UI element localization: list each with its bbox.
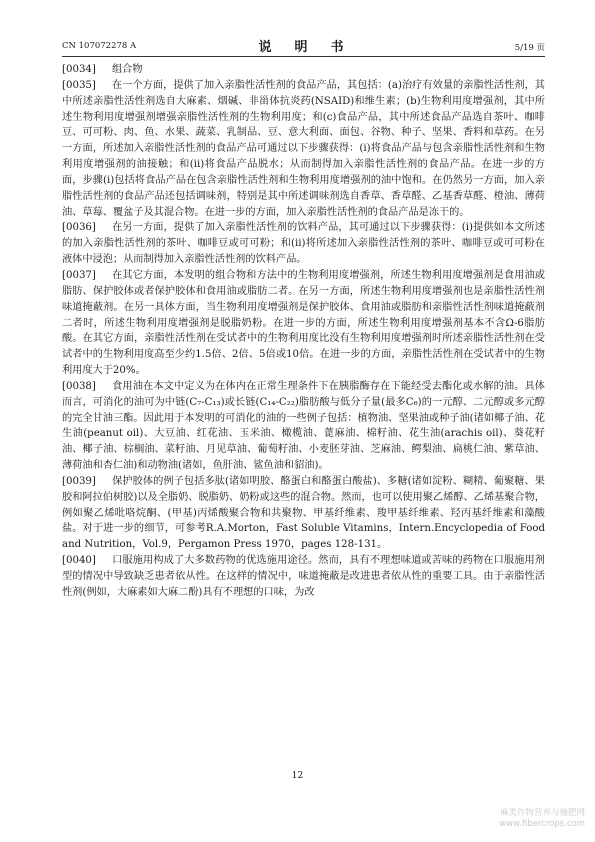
paragraph-0037 xyxy=(62,268,545,379)
header-rule xyxy=(62,56,545,57)
paragraph-text: 在另一方面，提供了加入亲脂性活性剂的饮料产品，其可通过以下步骤获得：(i)提供如本文所述的加入亲脂性活性剂的茶叶、咖啡豆或可可粉；和(ii)将所述加入亲脂性活性剂的茶叶、咖啡豆或可可粉在液体中浸泡；从而制得加入亲脂性活性剂的饮料产品。 xyxy=(62,222,545,266)
paragraph-0036 xyxy=(62,220,545,268)
watermark-name: 麻类作物营养与施肥网 xyxy=(499,808,585,818)
page-header xyxy=(62,36,545,54)
paragraph-0038 xyxy=(62,379,545,474)
watermark-url: www.fibercrops.com xyxy=(499,819,585,829)
publication-number: CN 107072278 A xyxy=(62,41,137,51)
paragraph-text: 食用油在本文中定义为在体内在正常生理条件下在胰脂酶存在下能经受去酯化或水解的油。具体而言，可消化的油可为中链(C₇-C₁₃)或长链(C₁₄-C₂₂)脂肪酸与低分子量(最多C₆)的一元醇、二元醇或多元醇的完全甘油三酯。因此用于本发明的可消化的油的一些例子包括：植物油、坚果油或种子油(诸如椰子油、花生油(peanut oil)、大豆油、红花油、玉米油、橄榄油、蓖麻油、棉籽油、花生油(arachis oil)、葵花籽油、椰子油、棕榈油、菜籽油、月见草油、葡萄籽油、小麦胚芽油、芝麻油、鳄梨油、扁桃仁油、紫草油、薄荷油和杏仁油)和动物油(诸如，鱼肝油、鲨鱼油和貂油)。 xyxy=(62,380,545,472)
paragraph-number: [0037] xyxy=(62,269,96,281)
paragraph-0040 xyxy=(62,553,545,601)
page-footer xyxy=(0,771,595,781)
paragraph-0034 xyxy=(62,62,545,78)
paragraph-number: [0038] xyxy=(62,380,96,392)
paragraph-text: 保护胶体的例子包括多肽(诸如明胶、酪蛋白和酪蛋白酸盐)、多糖(诸如淀粉、糊精、葡聚糖、果胶和阿拉伯树胶)以及全脂奶、脱脂奶、奶粉或这些的混合物。然而，也可以使用聚乙烯醇、乙烯基聚合物，例如聚乙烯吡咯烷酮、(甲基)丙烯酸聚合物和共聚物、甲基纤维素、羧甲基纤维素、羟丙基纤维素和藻酸盐。对于进一步的细节，可参考R.A.Morton，Fast Soluble Vitamins，Intern.Encyclopedia of Food and Nutrition，Vol.9，Pergamon Press 1970，pages 128-131。 xyxy=(62,475,545,551)
document-body xyxy=(62,62,545,601)
paragraph-number: [0040] xyxy=(62,555,96,567)
page-number: 12 xyxy=(291,771,304,781)
paragraph-text: 组合物 xyxy=(112,64,143,75)
paragraph-number: [0036] xyxy=(62,222,96,234)
paragraph-0035 xyxy=(62,78,545,221)
document-title: 说 明 书 xyxy=(258,40,349,55)
paragraph-text: 口服施用构成了大多数药物的优选施用途径。然而，具有不理想味道或苦味的药物在口服施用剂型的情况中导致缺乏患者依从性。在这样的情况中，味道掩蔽是改进患者依从性的重要工具。由于亲脂性活性剂(例如，大麻素如大麻二酚)具有不理想的口味，为改 xyxy=(62,555,545,598)
paragraph-number: [0035] xyxy=(62,79,96,91)
page-count: 5/19 页 xyxy=(514,43,545,53)
paragraph-number: [0039] xyxy=(62,475,96,487)
paragraph-text: 在其它方面，本发明的组合物和方法中的生物利用度增强剂，所述生物利用度增强剂是食用油或脂肪、保护胶体或者保护胶体和食用油或脂肪二者。在另一方面，所述生物利用度增强剂也是亲脂性活性剂味道掩蔽剂。在另一具体方面，当生物利用度增强剂是保护胶体、食用油或脂肪和亲脂性活性剂味道掩蔽剂二者时，所述生物利用度增强剂是脱脂奶粉。在进一步的方面，所述生物利用度增强剂基本不含Ω-6脂肪酸。在其它方面，亲脂性活性剂在受试者中的生物利用度比没有生物利用度增强剂时所述亲脂性活性剂在受试者中的生物利用度高至少约1.5倍、2倍、5倍或10倍。在进一步的方面，亲脂性活性剂在受试者中的生物利用度大于20%。 xyxy=(62,269,545,377)
paragraph-0039 xyxy=(62,474,545,553)
paragraph-number: [0034] xyxy=(62,64,96,75)
paragraph-text: 在一个方面，提供了加入亲脂性活性剂的食品产品，其包括：(a)治疗有效量的亲脂性活性剂，其中所述亲脂性活性剂选自大麻素、烟碱、非甾体抗炎药(NSAID)和维生素；(b)生物利用度增强剂，其中所述生物利用度增强剂增强亲脂性活性剂的生物利用度；和(c)食品产品，其中所述食品产品选自茶叶、咖啡豆、可可粉、肉、鱼、水果、蔬菜、乳制品、豆、意大利面、面包、谷物、种子、坚果、香料和草药。在另一方面，所述加入亲脂性活性剂的食品产品可通过以下步骤获得：(i)将食品产品与包含亲脂性活性剂和生物利用度增强剂的油接触；和(ii)将食品产品脱水；从而制得加入亲脂性活性剂的食品产品。在进一步的方面，步骤(i)包括将食品产品在包含亲脂性活性剂和生物利用度增强剂的油中饱和。在仍然另一方面，加入亲脂性活性剂的食品产品还包括调味剂，特别是其中所述调味剂选自香草、香草醛、乙基香草醛、橙油、薄荷油、草莓、覆盆子及其混合物。在进一步的方面，加入亲脂性活性剂的食品产品是冻干的。 xyxy=(62,79,545,218)
watermark xyxy=(499,808,585,830)
